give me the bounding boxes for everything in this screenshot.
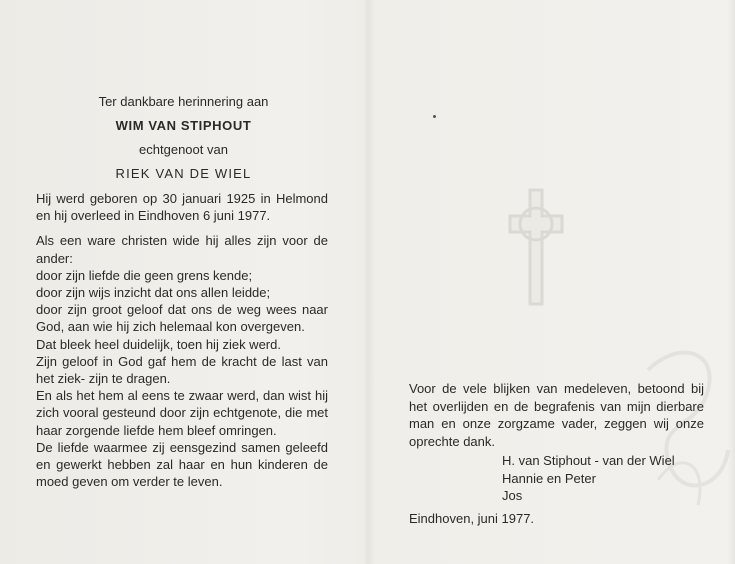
intro-line: Ter dankbare herinnering aan (98, 94, 269, 109)
card-edge (728, 0, 735, 564)
signatures (502, 452, 675, 505)
relation-line: echtgenoot van (139, 142, 228, 157)
paragraph-illness: Dat bleek heel duidelijk, toen hij ziek werd. (36, 336, 281, 352)
speck (433, 115, 436, 118)
spouse-name: RIEK VAN DE WIEL (115, 166, 252, 181)
paragraph-christian: Als een ware christen wide hij alles zijn voor de ander: (36, 233, 328, 266)
left-page (0, 0, 367, 564)
paragraph-courage: De liefde waarmee zij eensgezind samen geleefd en gewerkt hebben zal haar en hun kinderen de moed geven om verder te leven. (36, 439, 328, 490)
place-date: Eindhoven, juni 1977. (409, 511, 535, 526)
paragraph-birth: Hij werd geboren op 30 januari 1925 in Helmond en hij overleed in Eindhoven 6 juni 1977. (36, 191, 328, 224)
paragraph-support: En als het hem al eens te zwaar werd, dan wist hij zich vooral gesteund door zijn echtgenote, die met haar zorgende liefde hem bleef omringen. (36, 388, 328, 438)
paragraph-strength: Zijn geloof in God gaf hem de kracht de last van het ziek- zijn te dragen. (36, 353, 328, 387)
signature-line: Jos (502, 488, 523, 503)
paragraph-insight: door zijn wijs inzicht dat ons allen leidde; (36, 285, 271, 301)
signature-line: Hannie en Peter (502, 470, 596, 486)
signature-line: H. van Stiphout - van der Wiel (502, 453, 675, 468)
paragraph-faith: door zijn groot geloof dat ons de weg wees naar God, aan wie hij zich helemaal kon overgeven. (36, 302, 328, 335)
thanks-text: Voor de vele blijken van medeleven, betoond bij het overlijden en de begrafenis van mijn dierbare man en onze zorgzame vader, zeggen wij onze oprechte dank. (409, 381, 704, 449)
paragraph-love: door zijn liefde die geen grens kende; (36, 267, 253, 283)
cross-icon (506, 186, 566, 308)
right-page (368, 0, 735, 564)
deceased-name: WIM VAN STIPHOUT (115, 118, 252, 133)
memorial-text (36, 190, 328, 490)
